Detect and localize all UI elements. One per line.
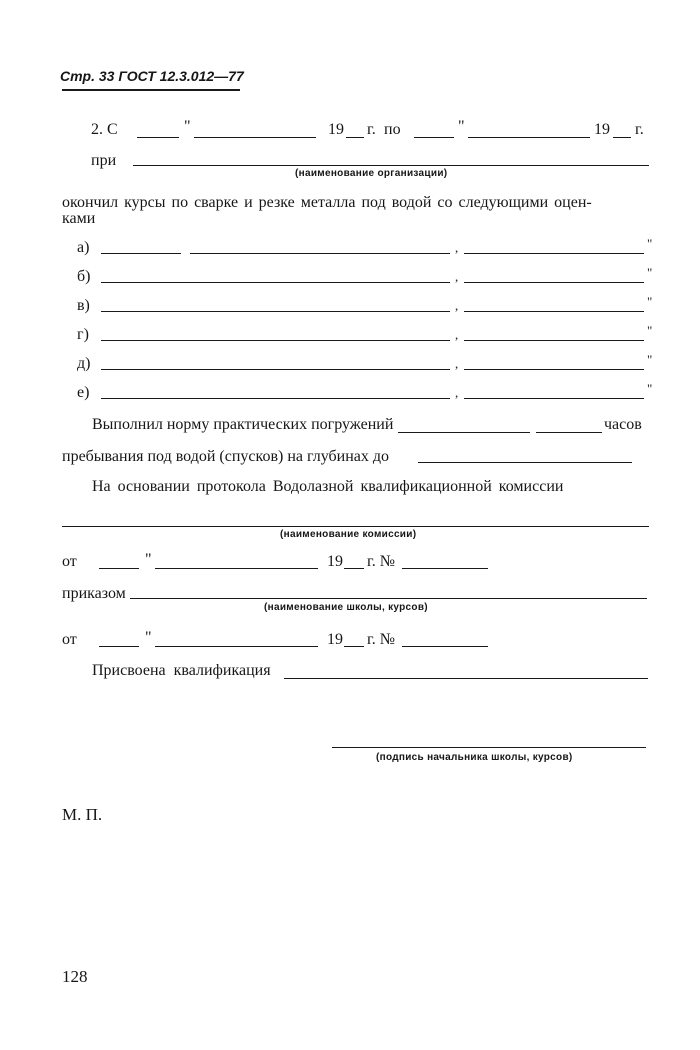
depth-field: [418, 462, 632, 463]
grade-field-e-part-2: [464, 398, 644, 399]
order-day-field: [99, 646, 139, 647]
header-rule: [62, 89, 240, 91]
grade-quote-g: ": [647, 323, 653, 338]
grade-field-g-part-1: [101, 340, 450, 341]
courses-text-line-2: ками: [62, 210, 96, 227]
qualification-label: Присвоена квалификация: [92, 662, 271, 679]
grade-mark-v: ,: [455, 298, 459, 313]
from-year-field: [346, 137, 364, 138]
grade-mark-g: ,: [455, 327, 459, 342]
protocol-date-label: от: [62, 553, 77, 570]
to-year-prefix: 19: [594, 121, 610, 138]
dives-label: Выполнил норму практических погружений: [92, 416, 394, 433]
grade-field-d-part-1: [101, 369, 450, 370]
organization-field: [133, 165, 649, 166]
protocol-number-field: [402, 568, 488, 569]
order-number-field: [402, 646, 488, 647]
qualification-field: [284, 678, 648, 679]
commission-caption: (наименование комиссии): [280, 529, 417, 540]
to-year-suffix: г.: [635, 121, 644, 138]
order-caption: (наименование школы, курсов): [264, 602, 428, 613]
to-year-field: [613, 137, 631, 138]
protocol-number-label: г. №: [367, 553, 396, 570]
grade-label-a: а): [77, 239, 90, 256]
grade-quote-a: ": [647, 236, 653, 251]
grade-quote-b: ": [647, 265, 653, 280]
grade-field-v-part-2: [464, 311, 644, 312]
dives-unit: часов: [604, 416, 642, 433]
grade-field-a-part-3: [464, 253, 644, 254]
grade-field-b-part-1: [101, 282, 450, 283]
grade-label-v: в): [77, 297, 90, 314]
protocol-year-prefix: 19: [327, 553, 343, 570]
grade-field-a-part-1: [101, 253, 181, 254]
from-year-prefix: 19: [328, 121, 344, 138]
grade-mark-b: ,: [455, 269, 459, 284]
from-quote-mark: ": [184, 118, 191, 135]
order-month-field: [155, 646, 318, 647]
grade-label-e: е): [77, 384, 90, 401]
grade-field-a-part-2: [190, 253, 450, 254]
organization-caption: (наименование организации): [295, 168, 448, 179]
grade-mark-a: ,: [455, 240, 459, 255]
protocol-month-field: [155, 568, 318, 569]
to-quote-mark: ": [458, 118, 465, 135]
grade-quote-e: ": [647, 381, 653, 396]
order-date-label: от: [62, 631, 77, 648]
order-label: приказом: [62, 585, 126, 602]
order-quote-mark: ": [145, 629, 152, 646]
page-header: Стр. 33 ГОСТ 12.3.012—77: [60, 68, 244, 84]
courses-text-line-1: окончил курсы по сварке и резке металла под водой со следующими оцен-: [62, 194, 592, 211]
order-year-field: [344, 646, 364, 647]
grade-label-d: д): [77, 355, 91, 372]
grade-field-b-part-2: [464, 282, 644, 283]
basis-label: На основании протокола Водолазной квалификационной комиссии: [92, 478, 564, 495]
protocol-day-field: [99, 568, 139, 569]
depth-label: пребывания под водой (спусков) на глубинах до: [62, 448, 390, 465]
grade-label-b: б): [77, 268, 91, 285]
stamp-place-label: М. П.: [62, 805, 103, 824]
from-year-suffix: г.: [367, 121, 376, 138]
from-day-field: [137, 137, 179, 138]
grade-mark-e: ,: [455, 385, 459, 400]
order-year-prefix: 19: [327, 631, 343, 648]
protocol-quote-mark: ": [145, 551, 152, 568]
order-number-label: г. №: [367, 631, 396, 648]
grade-mark-d: ,: [455, 356, 459, 371]
grade-field-g-part-2: [464, 340, 644, 341]
signature-caption: (подпись начальника школы, курсов): [376, 752, 573, 763]
order-field: [130, 598, 647, 599]
to-day-field: [414, 137, 454, 138]
grade-field-e-part-1: [101, 398, 450, 399]
dives-field-part-2: [536, 432, 602, 433]
grade-field-d-part-2: [464, 369, 644, 370]
protocol-year-field: [344, 568, 364, 569]
grade-quote-v: ": [647, 294, 653, 309]
from-month-field: [194, 137, 316, 138]
grade-label-g: г): [77, 326, 89, 343]
period-to-label: по: [384, 121, 401, 138]
page-number: 128: [62, 967, 88, 986]
dives-field-part-1: [398, 432, 530, 433]
signature-field: [332, 747, 646, 748]
to-month-field: [468, 137, 590, 138]
grade-quote-d: ": [647, 352, 653, 367]
commission-field: [62, 526, 649, 527]
grade-field-v-part-1: [101, 311, 450, 312]
period-from-label: 2. С: [91, 121, 118, 138]
organization-label: при: [91, 152, 117, 169]
